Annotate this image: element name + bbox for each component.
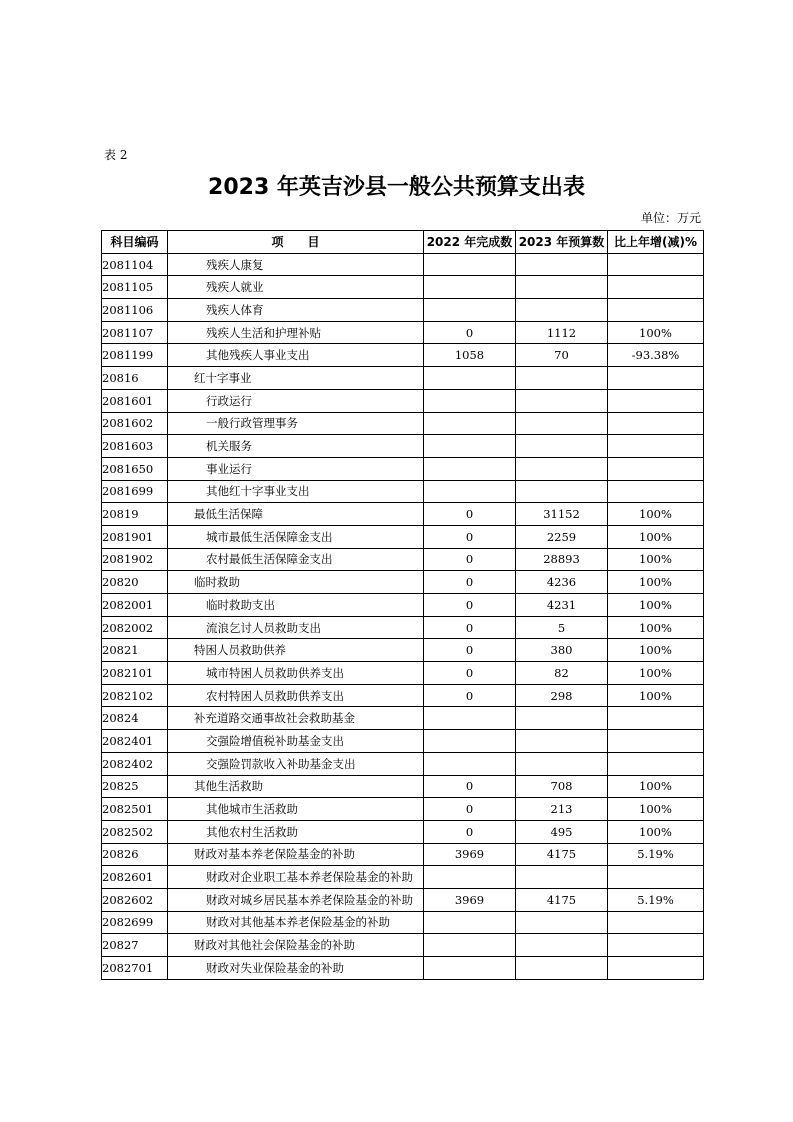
cell-budget-2023 xyxy=(516,866,608,889)
cell-budget-2023 xyxy=(516,276,608,299)
table-row xyxy=(102,276,704,299)
table-body xyxy=(102,253,704,979)
cell-code: 2081901 xyxy=(102,525,168,548)
cell-budget-2023: 708 xyxy=(516,775,608,798)
cell-item: 其他红十字事业支出 xyxy=(168,480,424,503)
cell-item: 事业运行 xyxy=(168,457,424,480)
cell-item: 其他城市生活救助 xyxy=(168,798,424,821)
cell-item: 残疾人体育 xyxy=(168,299,424,322)
cell-budget-2023 xyxy=(516,911,608,934)
cell-completed-2022 xyxy=(424,367,516,390)
cell-completed-2022: 0 xyxy=(424,775,516,798)
cell-item: 交强险增值税补助基金支出 xyxy=(168,730,424,753)
cell-code: 2082502 xyxy=(102,820,168,843)
table-row xyxy=(102,888,704,911)
unit-label: 单位：万元 xyxy=(640,211,701,225)
cell-change xyxy=(608,911,704,934)
cell-completed-2022: 0 xyxy=(424,798,516,821)
cell-budget-2023: 495 xyxy=(516,820,608,843)
cell-item: 残疾人生活和护理补贴 xyxy=(168,321,424,344)
cell-item: 机关服务 xyxy=(168,435,424,458)
cell-change: -93.38% xyxy=(608,344,704,367)
table-row xyxy=(102,684,704,707)
table-row xyxy=(102,843,704,866)
cell-change xyxy=(608,253,704,276)
cell-item: 临时救助 xyxy=(168,571,424,594)
cell-code: 2081603 xyxy=(102,435,168,458)
cell-code: 2081650 xyxy=(102,457,168,480)
cell-code: 2081104 xyxy=(102,253,168,276)
cell-code: 2082402 xyxy=(102,752,168,775)
cell-budget-2023 xyxy=(516,299,608,322)
cell-completed-2022 xyxy=(424,730,516,753)
cell-item: 特困人员救助供养 xyxy=(168,639,424,662)
cell-code: 20827 xyxy=(102,934,168,957)
cell-completed-2022: 0 xyxy=(424,594,516,617)
cell-completed-2022 xyxy=(424,707,516,730)
cell-code: 2081602 xyxy=(102,412,168,435)
header-completed-2022: 2022 年完成数 xyxy=(424,231,516,254)
table-row xyxy=(102,662,704,685)
cell-completed-2022: 1058 xyxy=(424,344,516,367)
cell-change: 100% xyxy=(608,684,704,707)
cell-item: 一般行政管理事务 xyxy=(168,412,424,435)
cell-code: 2082002 xyxy=(102,616,168,639)
cell-budget-2023: 70 xyxy=(516,344,608,367)
cell-change xyxy=(608,730,704,753)
cell-change xyxy=(608,367,704,390)
table-row xyxy=(102,412,704,435)
cell-item: 财政对企业职工基本养老保险基金的补助 xyxy=(168,866,424,889)
cell-change: 100% xyxy=(608,775,704,798)
cell-code: 2082001 xyxy=(102,594,168,617)
cell-code: 20821 xyxy=(102,639,168,662)
cell-item: 其他农村生活救助 xyxy=(168,820,424,843)
cell-budget-2023 xyxy=(516,457,608,480)
cell-item: 财政对其他基本养老保险基金的补助 xyxy=(168,911,424,934)
table-row xyxy=(102,525,704,548)
cell-change: 100% xyxy=(608,525,704,548)
cell-budget-2023 xyxy=(516,367,608,390)
cell-completed-2022: 0 xyxy=(424,639,516,662)
table-row xyxy=(102,820,704,843)
cell-change xyxy=(608,435,704,458)
table-row xyxy=(102,730,704,753)
cell-item: 农村最低生活保障金支出 xyxy=(168,548,424,571)
cell-budget-2023 xyxy=(516,752,608,775)
cell-budget-2023: 1112 xyxy=(516,321,608,344)
cell-budget-2023 xyxy=(516,957,608,980)
cell-code: 2082102 xyxy=(102,684,168,707)
cell-change xyxy=(608,457,704,480)
cell-item: 残疾人就业 xyxy=(168,276,424,299)
cell-code: 2082701 xyxy=(102,957,168,980)
cell-completed-2022 xyxy=(424,480,516,503)
table-row xyxy=(102,299,704,322)
cell-item: 其他生活救助 xyxy=(168,775,424,798)
cell-code: 2081105 xyxy=(102,276,168,299)
cell-item: 财政对基本养老保险基金的补助 xyxy=(168,843,424,866)
cell-change: 100% xyxy=(608,571,704,594)
cell-change: 100% xyxy=(608,798,704,821)
cell-completed-2022 xyxy=(424,457,516,480)
cell-completed-2022: 0 xyxy=(424,820,516,843)
cell-code: 2081199 xyxy=(102,344,168,367)
cell-budget-2023: 5 xyxy=(516,616,608,639)
cell-completed-2022 xyxy=(424,934,516,957)
table-row xyxy=(102,480,704,503)
cell-code: 2081902 xyxy=(102,548,168,571)
table-row xyxy=(102,957,704,980)
cell-budget-2023 xyxy=(516,435,608,458)
table-row xyxy=(102,389,704,412)
cell-completed-2022 xyxy=(424,752,516,775)
cell-budget-2023: 4175 xyxy=(516,843,608,866)
cell-change xyxy=(608,934,704,957)
cell-budget-2023: 213 xyxy=(516,798,608,821)
cell-budget-2023 xyxy=(516,412,608,435)
table-row xyxy=(102,866,704,889)
cell-code: 2082501 xyxy=(102,798,168,821)
cell-completed-2022: 0 xyxy=(424,321,516,344)
cell-code: 2081699 xyxy=(102,480,168,503)
header-change: 比上年增(减)% xyxy=(608,231,704,254)
header-budget-2023: 2023 年预算数 xyxy=(516,231,608,254)
cell-code: 20819 xyxy=(102,503,168,526)
cell-completed-2022: 0 xyxy=(424,503,516,526)
cell-code: 2081106 xyxy=(102,299,168,322)
cell-budget-2023 xyxy=(516,253,608,276)
cell-item: 财政对城乡居民基本养老保险基金的补助 xyxy=(168,888,424,911)
cell-budget-2023 xyxy=(516,389,608,412)
cell-completed-2022 xyxy=(424,276,516,299)
cell-budget-2023: 4175 xyxy=(516,888,608,911)
table-row xyxy=(102,435,704,458)
table-row xyxy=(102,548,704,571)
table-row xyxy=(102,321,704,344)
cell-change: 5.19% xyxy=(608,888,704,911)
cell-item: 流浪乞讨人员救助支出 xyxy=(168,616,424,639)
page-title: 2023 年英吉沙县一般公共预算支出表 xyxy=(208,175,585,200)
cell-budget-2023: 82 xyxy=(516,662,608,685)
cell-code: 2082601 xyxy=(102,866,168,889)
cell-item: 最低生活保障 xyxy=(168,503,424,526)
cell-item: 红十字事业 xyxy=(168,367,424,390)
cell-change: 100% xyxy=(608,321,704,344)
cell-change xyxy=(608,389,704,412)
cell-completed-2022 xyxy=(424,957,516,980)
table-row xyxy=(102,594,704,617)
cell-completed-2022: 0 xyxy=(424,525,516,548)
cell-code: 20825 xyxy=(102,775,168,798)
cell-change: 100% xyxy=(608,639,704,662)
table-row xyxy=(102,798,704,821)
cell-code: 2082101 xyxy=(102,662,168,685)
cell-completed-2022 xyxy=(424,911,516,934)
cell-change: 100% xyxy=(608,548,704,571)
table-row xyxy=(102,911,704,934)
cell-item: 残疾人康复 xyxy=(168,253,424,276)
table-row xyxy=(102,639,704,662)
cell-code: 20826 xyxy=(102,843,168,866)
cell-completed-2022 xyxy=(424,412,516,435)
cell-completed-2022 xyxy=(424,253,516,276)
cell-code: 20816 xyxy=(102,367,168,390)
cell-item: 财政对其他社会保险基金的补助 xyxy=(168,934,424,957)
cell-change xyxy=(608,957,704,980)
cell-budget-2023 xyxy=(516,480,608,503)
cell-code: 2081107 xyxy=(102,321,168,344)
header-code: 科目编码 xyxy=(102,231,168,254)
cell-change: 100% xyxy=(608,616,704,639)
cell-completed-2022 xyxy=(424,389,516,412)
table-header-row xyxy=(102,231,704,254)
cell-code: 20820 xyxy=(102,571,168,594)
cell-budget-2023 xyxy=(516,707,608,730)
cell-change xyxy=(608,299,704,322)
table-row xyxy=(102,571,704,594)
cell-item: 财政对失业保险基金的补助 xyxy=(168,957,424,980)
cell-completed-2022: 0 xyxy=(424,548,516,571)
table-row xyxy=(102,344,704,367)
cell-budget-2023: 2259 xyxy=(516,525,608,548)
table-row xyxy=(102,253,704,276)
cell-completed-2022: 0 xyxy=(424,662,516,685)
table-row xyxy=(102,934,704,957)
cell-item: 城市最低生活保障金支出 xyxy=(168,525,424,548)
cell-code: 20824 xyxy=(102,707,168,730)
cell-completed-2022: 0 xyxy=(424,616,516,639)
cell-completed-2022 xyxy=(424,299,516,322)
cell-change xyxy=(608,707,704,730)
header-item: 项 目 xyxy=(168,231,424,254)
cell-change: 100% xyxy=(608,820,704,843)
cell-item: 城市特困人员救助供养支出 xyxy=(168,662,424,685)
cell-budget-2023: 4231 xyxy=(516,594,608,617)
cell-change xyxy=(608,412,704,435)
cell-budget-2023: 4236 xyxy=(516,571,608,594)
cell-item: 行政运行 xyxy=(168,389,424,412)
cell-change xyxy=(608,752,704,775)
table-row xyxy=(102,503,704,526)
cell-change: 100% xyxy=(608,594,704,617)
cell-item: 交强险罚款收入补助基金支出 xyxy=(168,752,424,775)
cell-change: 100% xyxy=(608,662,704,685)
cell-budget-2023 xyxy=(516,934,608,957)
cell-change xyxy=(608,276,704,299)
cell-change: 5.19% xyxy=(608,843,704,866)
cell-change xyxy=(608,866,704,889)
budget-table xyxy=(101,230,704,980)
table-row xyxy=(102,707,704,730)
cell-code: 2081601 xyxy=(102,389,168,412)
table-row xyxy=(102,457,704,480)
cell-item: 补充道路交通事故社会救助基金 xyxy=(168,707,424,730)
table-label: 表 2 xyxy=(104,148,128,162)
cell-budget-2023: 380 xyxy=(516,639,608,662)
cell-completed-2022 xyxy=(424,866,516,889)
table-row xyxy=(102,616,704,639)
cell-code: 2082401 xyxy=(102,730,168,753)
cell-completed-2022: 0 xyxy=(424,571,516,594)
cell-change: 100% xyxy=(608,503,704,526)
cell-code: 2082699 xyxy=(102,911,168,934)
cell-item: 农村特困人员救助供养支出 xyxy=(168,684,424,707)
cell-completed-2022: 0 xyxy=(424,684,516,707)
cell-item: 临时救助支出 xyxy=(168,594,424,617)
cell-budget-2023: 298 xyxy=(516,684,608,707)
cell-completed-2022: 3969 xyxy=(424,843,516,866)
table-row xyxy=(102,367,704,390)
table-row xyxy=(102,752,704,775)
cell-item: 其他残疾人事业支出 xyxy=(168,344,424,367)
cell-completed-2022 xyxy=(424,435,516,458)
cell-change xyxy=(608,480,704,503)
cell-budget-2023: 31152 xyxy=(516,503,608,526)
cell-completed-2022: 3969 xyxy=(424,888,516,911)
cell-code: 2082602 xyxy=(102,888,168,911)
cell-budget-2023: 28893 xyxy=(516,548,608,571)
cell-budget-2023 xyxy=(516,730,608,753)
table-row xyxy=(102,775,704,798)
